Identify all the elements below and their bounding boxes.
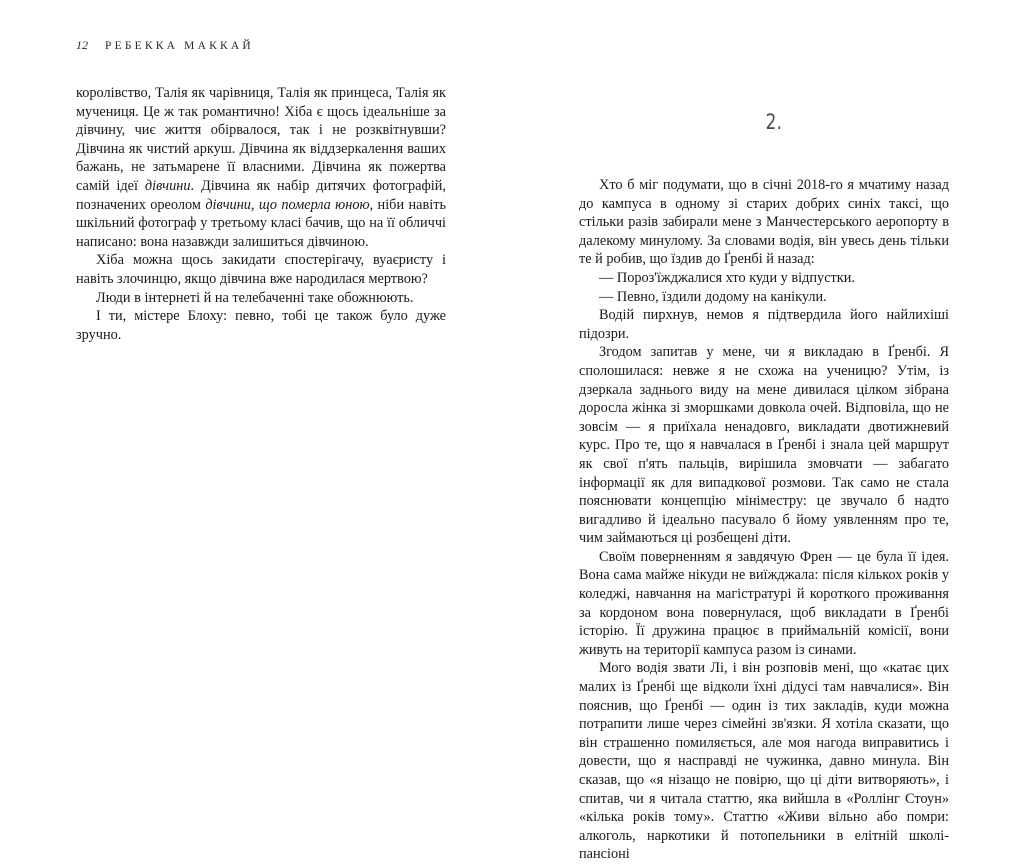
paragraph: Хто б міг подумати, що в січні 2018-го я мчатиму назад до кампуса в одному зі старих добрих синіх таксі, що стільки разів забирали мене з Манчестерського аеропорту в далекому минулому. За словами водія, він увесь день тільки те й робив, що їздив до Ґренбі й назад: (579, 177, 949, 268)
page-number: 12 (76, 38, 88, 52)
paragraph: — Певно, їздили додому на канікули. (599, 288, 827, 305)
running-head (76, 38, 254, 53)
paragraph: королівство, Талія як чарівниця, Талія як принцеса, Талія як мучениця. Це ж так романтично! Хіба є щось ідеальніше за дівчину, чиє життя обірвалося, так і не розквітнувши? Дівчина як чистий аркуш. Дівчина як віддзеркалення ваших бажань, не затьмарене її власними. Дівчина як пожертва самій ідеї дівчини. Дівчина як набір дитячих фотографій, позначених ореолом дівчини, що померла юною, ніби навіть шкільний фотограф у третьому класі бачив, що на її обличчі написано: вона назавжди залишиться дівчиною. (76, 85, 446, 250)
author-name: РЕБЕККА МАККАЙ (105, 40, 254, 52)
left-page (0, 0, 512, 768)
right-text-block (579, 176, 949, 864)
paragraph: Люди в інтернеті й на телебаченні таке обожнюють. (96, 289, 414, 306)
paragraph: Хіба можна щось закидати спостерігачу, вуаєристу і навіть злочинцю, якщо дівчина вже народилася мертвою? (76, 252, 446, 287)
left-text-block (76, 84, 446, 344)
paragraph: Своїм поверненням я завдячую Френ — це була її ідея. Вона сама майже нікуди не виїжджала: після кількох років у коледжі, навчання на магістратурі й короткого проживання за кордоном вона повернулася, щоб викладати в Ґренбі історію. Її дружина працює в приймальній комісії, вони живуть на території кампуса разом із синами. (579, 548, 949, 658)
paragraph: Мого водія звати Лі, і він розповів мені, що «катає цих малих із Ґренбі ще відколи їхні дідусі там навчалися». Він пояснив, що Ґренбі — один із тих закладів, куди можна потрапити лише через сімейні зв'язки. Я хотіла сказати, що він страшенно помиляється, але моя нагода виправитись і довести, що я насправді не чужинка, давно минула. Він сказав, що «я нізащо не повірю, що ці діти витворяють», і спитав, чи я читала статтю, яка вийшла в «Роллінг Стоун» «кілька років тому». Статтю «Живи вільно або помри: алкоголь, наркотики й потопельники в елітній школі-пансіоні (579, 660, 949, 863)
chapter-number: 2. (765, 110, 783, 134)
paragraph: Водій пирхнув, немов я підтвердила його найлихіші підозри. (579, 307, 949, 342)
paragraph: Згодом запитав у мене, чи я викладаю в Ґренбі. Я сполошилася: невже я не схожа на ученицю? Утім, із дзеркала заднього виду на мене дивилася цілком зібрана доросла жінка зі зморшками довкола очей. Відповіла, що не зовсім — я приїхала ненадовго, викладати двотижневий курс. Про те, що я навчалася в Ґренбі і знала цей маршрут як свої п'ять пальців, вирішила змовчати — забагато інформації як для випадкової розмови. Так само не стала пояснювати концепцію мініместру: це звучало б надто вигадливо й ідеально пасувало б йому уявленням про те, чим займаються ці розбещені діти. (579, 344, 949, 547)
paragraph: — Пороз'їжджалися хто куди у відпустки. (599, 269, 855, 286)
paragraph: І ти, містере Блоху: певно, тобі це також було дуже зручно. (76, 308, 446, 343)
